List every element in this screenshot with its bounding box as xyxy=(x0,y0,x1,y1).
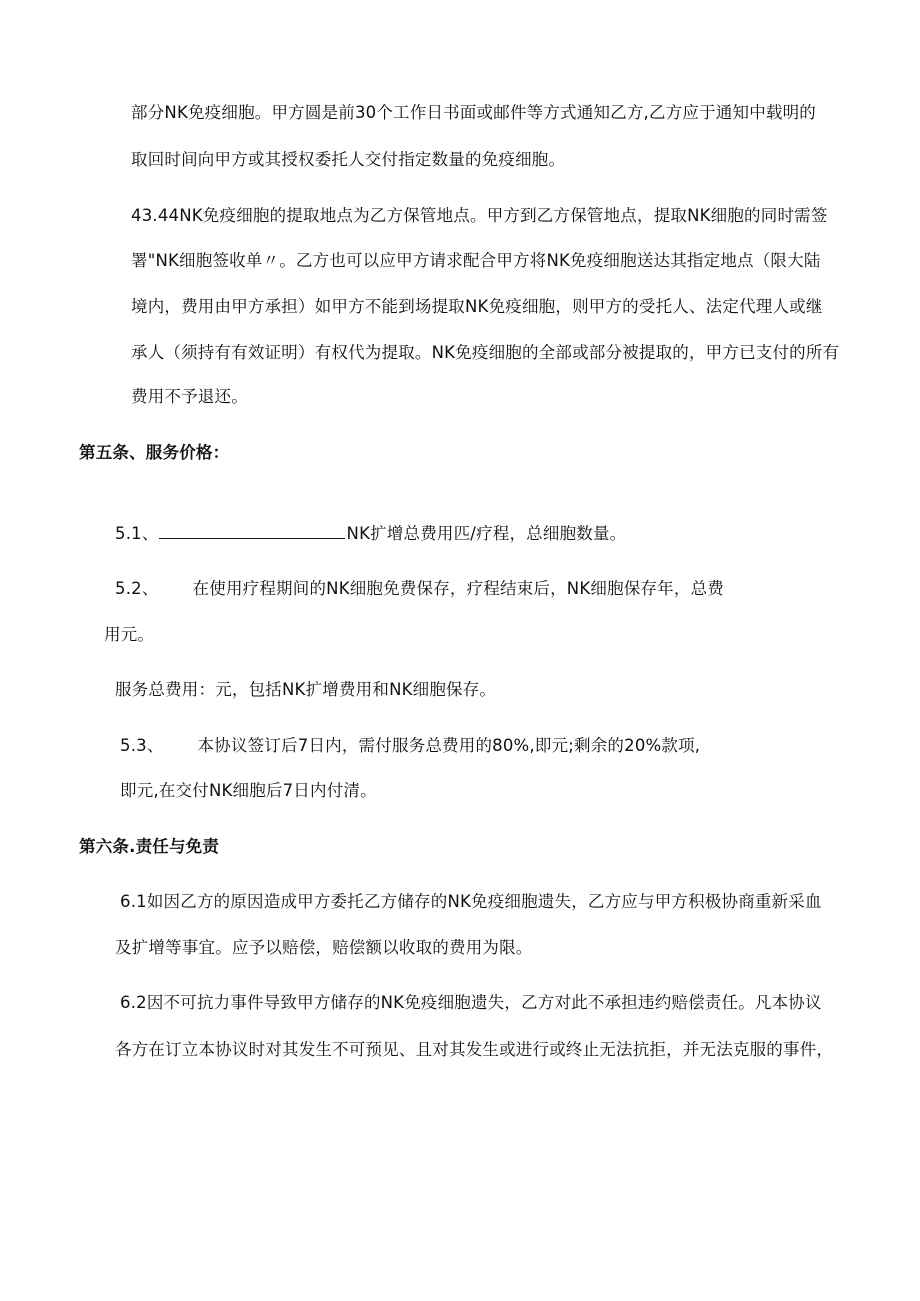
clause-5-1 xyxy=(115,523,626,545)
para-4-4-line-5: 费用不予退还。 xyxy=(131,387,248,406)
blank-fill-line xyxy=(159,524,345,539)
clause-5-1-number: 5.1、 xyxy=(115,524,159,543)
clause-6-1-line-2: 及扩增等事宜。应予以赔偿，赔偿额以收取的费用为限。 xyxy=(115,938,533,957)
clause-5-2-number: 5.2、 xyxy=(115,579,159,598)
clause-5-2-line-2: 用元。 xyxy=(104,625,155,644)
clause-5-3-text: 本协议签订后7日内，需付服务总费用的80%,即元;剩余的20%款项, xyxy=(197,736,701,755)
para-4-4-line-4: 承人（须持有有效证明）有权代为提取。NK免疫细胞的全部或部分被提取的，甲方已支付的所有 xyxy=(131,343,840,362)
clause-5-2-text: 在使用疗程期间的NK细胞免费保存，疗程结束后，NK细胞保存年，总费 xyxy=(192,579,724,598)
clause-5-3-number: 5.3、 xyxy=(120,736,164,755)
para-4-3-line-1: 部分NK免疫细胞。甲方圆是前30个工作日书面或邮件等方式通知乙方,乙方应于通知中载明的 xyxy=(131,103,817,122)
clause-6-1-line-1: 6.1如因乙方的原因造成甲方委托乙方储存的NK免疫细胞遗失，乙方应与甲方积极协商重新采血 xyxy=(120,892,822,911)
para-4-3-line-2: 取回时间向甲方或其授权委托人交付指定数量的免疫细胞。 xyxy=(131,150,566,169)
clause-5-3-line-2: 即元,在交付NK细胞后7日内付清。 xyxy=(120,781,377,800)
para-4-4-line-1: 43.44NK免疫细胞的提取地点为乙方保管地点。甲方到乙方保管地点，提取NK细胞的同时需签 xyxy=(131,206,828,225)
section-6-heading: 第六条.责任与免责 xyxy=(79,837,220,856)
total-fee-line: 服务总费用：元，包括NK扩增费用和NK细胞保存。 xyxy=(115,680,497,699)
clause-5-3 xyxy=(120,735,700,757)
para-4-4-line-3: 境内，费用由甲方承担）如甲方不能到场提取NK免疫细胞，则甲方的受托人、法定代理人或继 xyxy=(131,297,823,316)
para-4-4-line-2: 署"NK细胞签收单〃。乙方也可以应甲方请求配合甲方将NK免疫细胞送达其指定地点（限大陆 xyxy=(131,251,821,270)
clause-5-2 xyxy=(115,578,724,600)
section-5-heading: 第五条、服务价格： xyxy=(79,443,230,462)
clause-6-2-line-1: 6.2因不可抗力事件导致甲方储存的NK免疫细胞遗失，乙方对此不承担违约赔偿责任。凡本协议 xyxy=(120,993,822,1012)
clause-5-1-text: NK扩增总费用匹/疗程，总细胞数量。 xyxy=(346,524,627,543)
clause-6-2-line-2: 各方在订立本协议时对其发生不可预见、且对其发生或进行或终止无法抗拒，并无法克服的事件， xyxy=(115,1040,834,1059)
